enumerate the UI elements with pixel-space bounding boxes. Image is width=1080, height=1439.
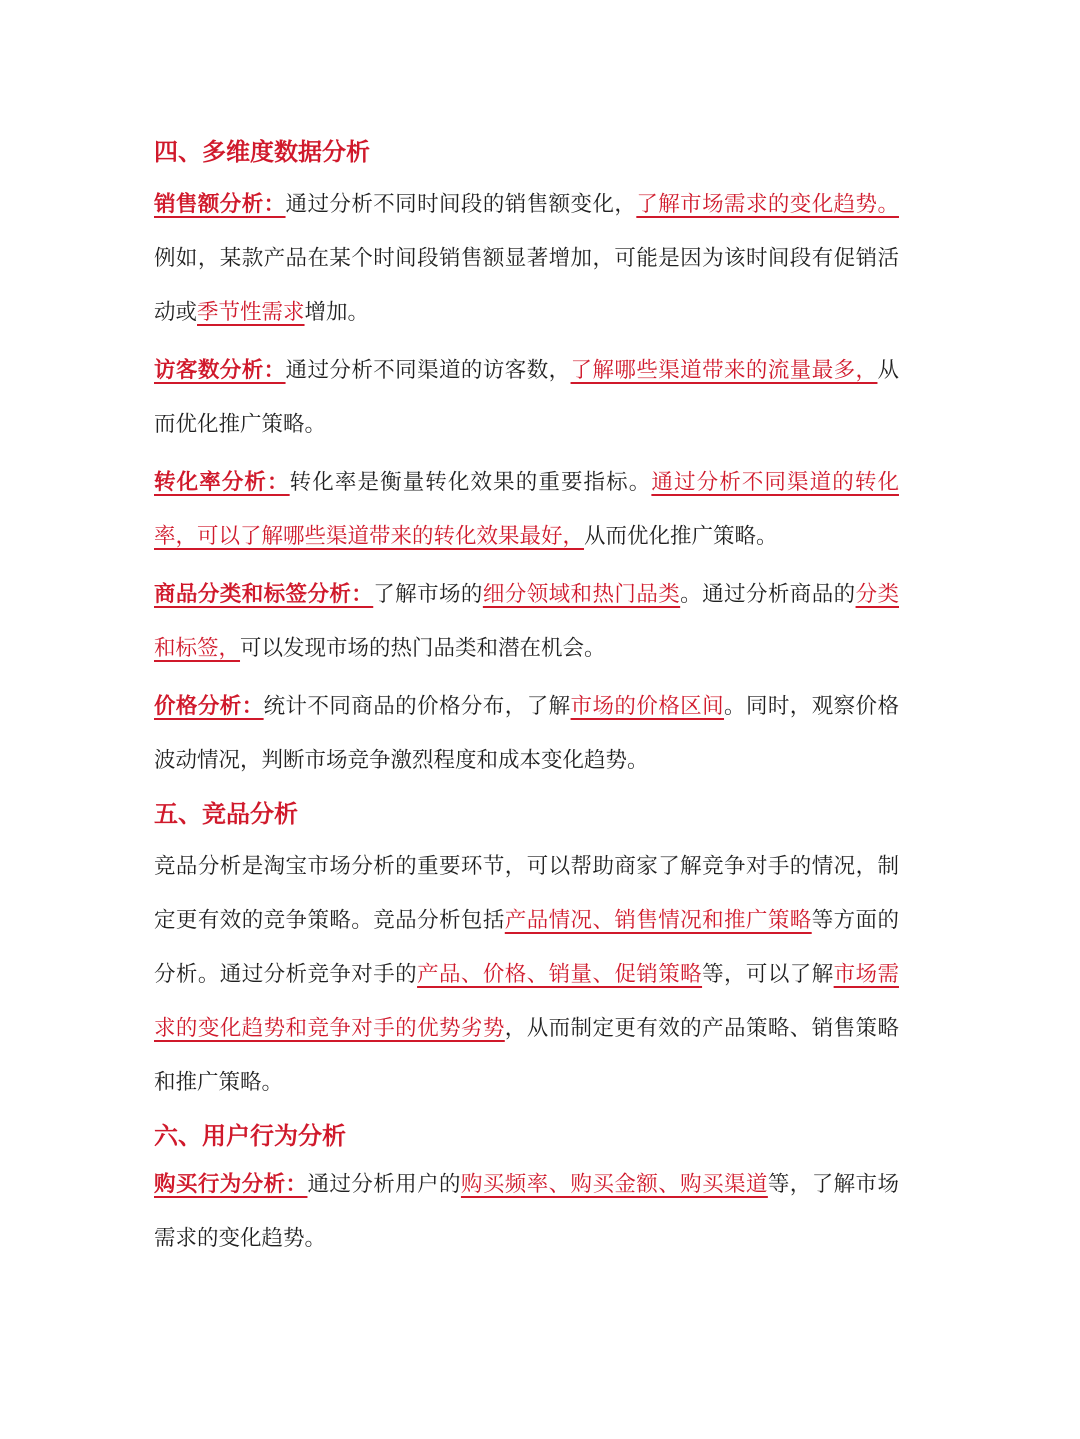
paragraph-sales-analysis: 销售额分析：通过分析不同时间段的销售额变化，了解市场需求的变化趋势。例如，某款产品在某个时间段销售额显著增加，可能是因为该时间段有促销活动或季节性需求增加。 [154, 192, 899, 325]
paragraph-competitor-analysis: 竞品分析是淘宝市场分析的重要环节，可以帮助商家了解竞争对手的情况，制定更有效的竞争策略。竞品分析包括产品情况、销售情况和推广策略等方面的分析。通过分析竞争对手的产品、价格、销量、促销策略等，可以了解市场需求的变化趋势和竞争对手的优势劣势，从而制定更有效的产品策略、销售策略和推广策略。 [154, 854, 899, 1095]
highlight-product-price-volume: 产品、价格、销量、促销策略 [417, 962, 703, 987]
term-price-analysis: 价格分析： [154, 694, 264, 719]
paragraph-visitor-analysis: 访客数分析：通过分析不同渠道的访客数，了解哪些渠道带来的流量最多，从而优化推广策略。 [154, 358, 899, 437]
highlight-strengths-weaknesses: 市场需求的变化趋势和竞争对手的优势劣势 [154, 962, 899, 1041]
highlight-conversion-channels: 通过分析不同渠道的转化率，可以了解哪些渠道带来的转化效果最好， [154, 470, 899, 549]
highlight-price-range: 市场的价格区间 [570, 694, 725, 719]
paragraph-conversion-analysis: 转化率分析：转化率是衡量转化效果的重要指标。通过分析不同渠道的转化率，可以了解哪些渠道带来的转化效果最好，从而优化推广策略。 [154, 470, 899, 549]
section-6-title: 六、用户行为分析 [154, 1122, 346, 1150]
highlight-product-sales-promo: 产品情况、销售情况和推广策略 [504, 908, 812, 933]
term-sales-analysis: 销售额分析： [154, 192, 286, 217]
highlight-purchase-metrics: 购买频率、购买金额、购买渠道 [460, 1172, 768, 1197]
paragraph-purchase-analysis: 购买行为分析：通过分析用户的购买频率、购买金额、购买渠道等，了解市场需求的变化趋势。 [154, 1172, 899, 1251]
section-5-title: 五、竞品分析 [154, 800, 298, 828]
section-4-title: 四、多维度数据分析 [154, 138, 370, 166]
paragraph-category-analysis: 商品分类和标签分析：了解市场的细分领域和热门品类。通过分析商品的分类和标签，可以发现市场的热门品类和潜在机会。 [154, 582, 899, 661]
document-page [154, 130, 899, 1266]
term-purchase-analysis: 购买行为分析： [154, 1172, 308, 1197]
term-category-analysis: 商品分类和标签分析： [154, 582, 374, 607]
highlight-seasonal-demand: 季节性需求 [197, 300, 305, 325]
term-conversion-analysis: 转化率分析： [154, 470, 290, 495]
highlight-categories-tags: 分类和标签， [154, 582, 899, 661]
highlight-demand-trend: 了解市场需求的变化趋势。 [636, 192, 899, 217]
highlight-traffic-channels: 了解哪些渠道带来的流量最多， [570, 358, 878, 383]
term-visitor-analysis: 访客数分析： [154, 358, 286, 383]
highlight-segments: 细分领域和热门品类 [482, 582, 681, 607]
paragraph-price-analysis: 价格分析：统计不同商品的价格分布，了解市场的价格区间。同时，观察价格波动情况，判断市场竞争激烈程度和成本变化趋势。 [154, 694, 899, 773]
